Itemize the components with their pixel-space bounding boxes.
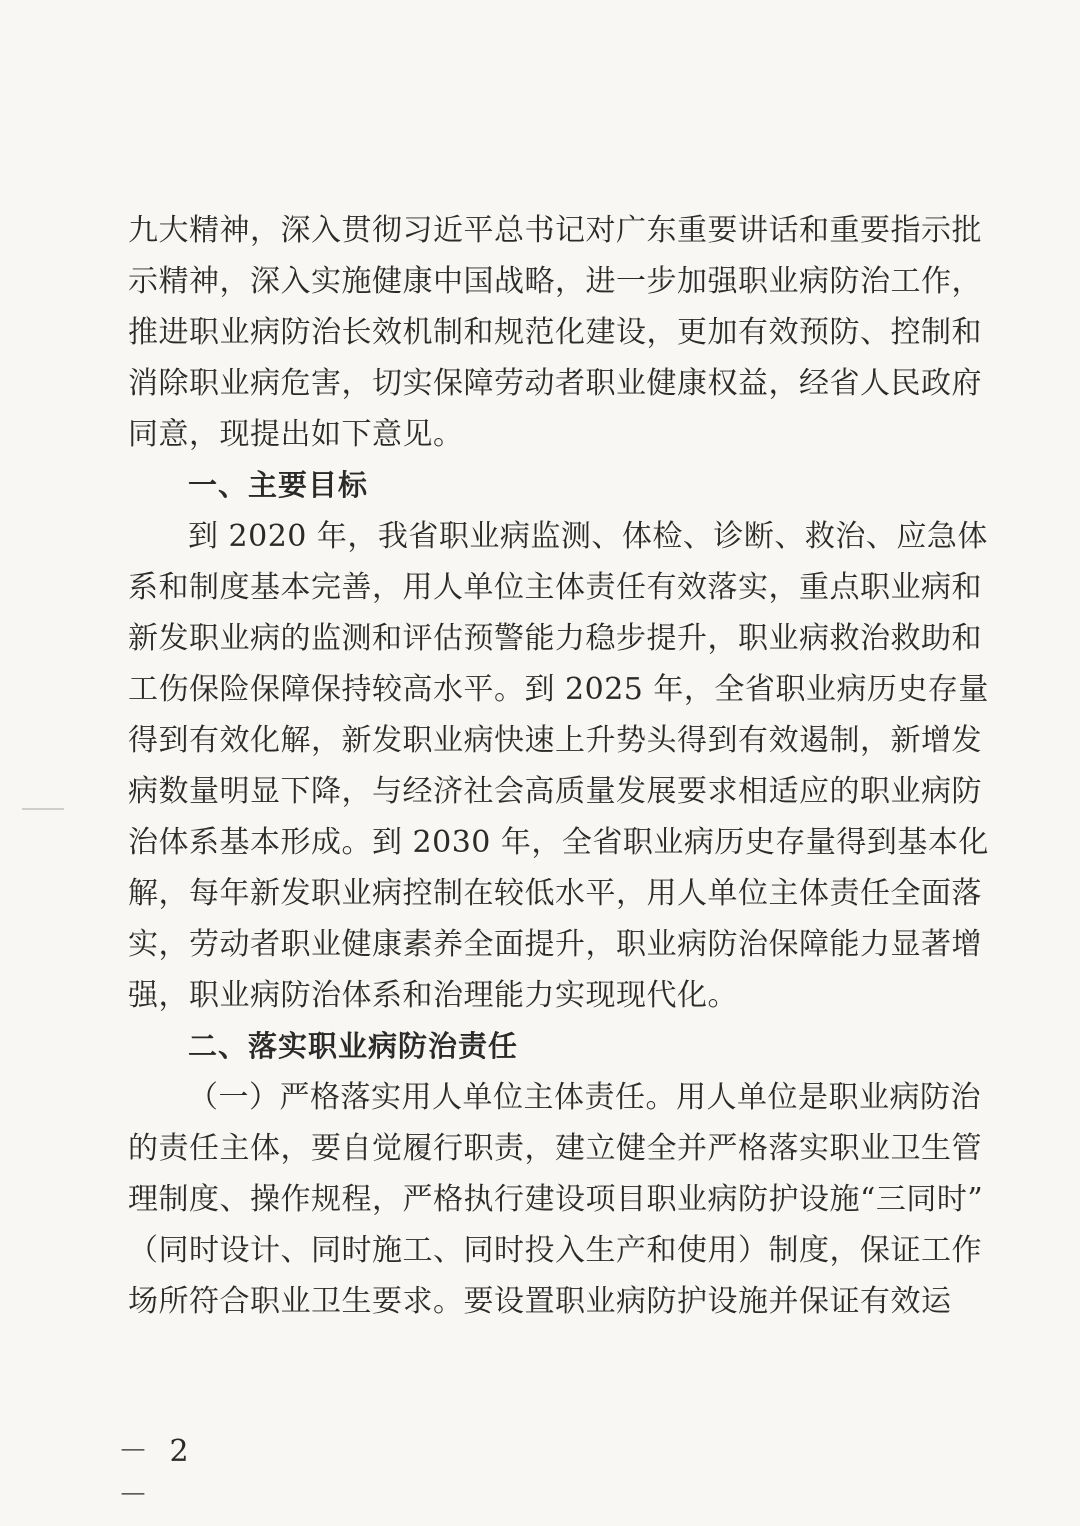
text-line: 治体系基本形成。到 2030 年，全省职业病历史存量得到基本化: [128, 825, 989, 860]
text-line: 同意，现提出如下意见。: [128, 417, 464, 452]
text-line: 解，每年新发职业病控制在较低水平，用人单位主体责任全面落: [128, 876, 982, 911]
section-heading-main-goals: 一、主要目标: [188, 468, 369, 502]
text-line: 工伤保险保障保持较高水平。到 2025 年，全省职业病历史存量: [128, 672, 989, 707]
text-line: 新发职业病的监测和评估预警能力稳步提升，职业病救治救助和: [128, 621, 982, 656]
margin-mark: [22, 808, 64, 810]
text-line: （同时设计、同时施工、同时投入生产和使用）制度，保证工作: [128, 1233, 982, 1268]
text-line: 推进职业病防治长效机制和规范化建设，更加有效预防、控制和: [128, 315, 982, 350]
body-text: [128, 205, 989, 1327]
text-line: 九大精神，深入贯彻习近平总书记对广东重要讲话和重要指示批: [128, 213, 982, 248]
text-line: 示精神，深入实施健康中国战略，进一步加强职业病防治工作，: [128, 264, 982, 299]
text-line: 系和制度基本完善，用人单位主体责任有效落实，重点职业病和: [128, 570, 982, 605]
section-heading-responsibility: 二、落实职业病防治责任: [188, 1029, 519, 1063]
text-line: 场所符合职业卫生要求。要设置职业病防护设施并保证有效运: [128, 1284, 952, 1319]
text-line: 强，职业病防治体系和治理能力实现现代化。: [128, 978, 738, 1013]
text-line: 消除职业病危害，切实保障劳动者职业健康权益，经省人民政府: [128, 366, 982, 401]
text-line: 病数量明显下降，与经济社会高质量发展要求相适应的职业病防: [128, 774, 982, 809]
text-line: 理制度、操作规程，严格执行建设项目职业病防护设施“三同时”: [128, 1182, 984, 1217]
page-number: － 2 －: [118, 1434, 195, 1513]
text-line: （一）严格落实用人单位主体责任。用人单位是职业病防治: [188, 1080, 981, 1115]
text-line: 得到有效化解，新发职业病快速上升势头得到有效遏制，新增发: [128, 723, 982, 758]
text-line: 到 2020 年，我省职业病监测、体检、诊断、救治、应急体: [188, 519, 988, 554]
text-line: 的责任主体，要自觉履行职责，建立健全并严格落实职业卫生管: [128, 1131, 982, 1166]
text-line: 实，劳动者职业健康素养全面提升，职业病防治保障能力显著增: [128, 927, 982, 962]
